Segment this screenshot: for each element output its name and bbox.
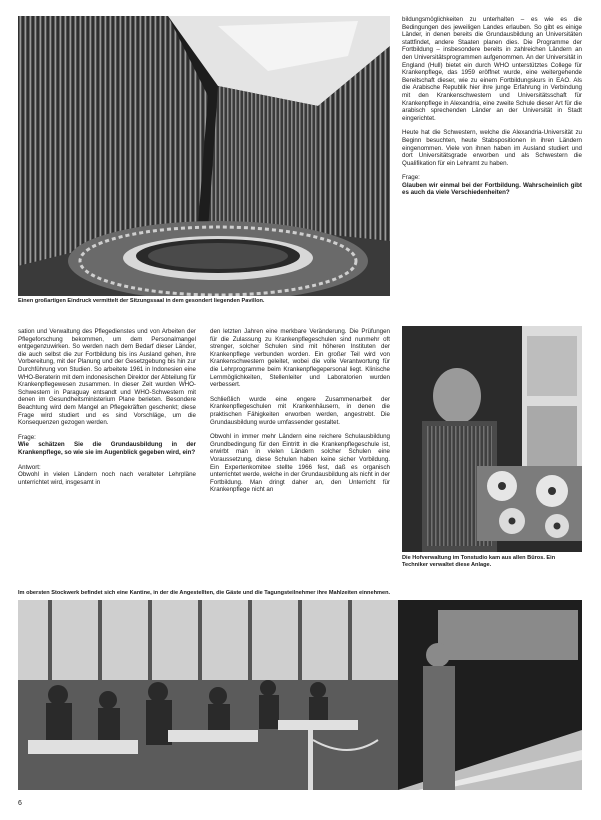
question-label: Frage: <box>18 433 36 441</box>
paragraph: sation und Verwaltung des Pflegedienstes und von Arbeiten der Pflegeforschung bekommen, um dem Personalmangel entgegenzuwirken. So werden nach dem Bedarf dieser Länder, die auch selbst die zur Fortbildung bis ins Ausland gehen, ihre Vorbereitung, mit der Planung und der Gesetzgebung bis hin zur Durchführung von Studien. So arbeitete 1961 in Indonesien eine WHO-Beraterin mit dem indonesischen Direktor der Abteilung für Krankenpflegewesen zusammen. In dieser Zeit wurden WHO-Schwestern in Paraguay entsandt und WHO-Schwestern mit denen im Gesundheitsministerium Plane berieten. Besondere Beachtung wird dem Mangel an Pflegekräften geschenkt; diese Frage wird studiert und es sind Vorschläge, um die Konsequenzen gezogen werden. <box>18 328 196 427</box>
paragraph: Obwohl in vielen Ländern noch nach veralteter Lehrpläne unterrichtet wird, insgesamt in <box>18 471 196 486</box>
assembly-hall-image <box>18 16 390 296</box>
question-text: Wie schätzen Sie die Grundausbildung in der Krankenpflege, so wie sie im Augenblick gegeben wird, ein? <box>18 441 196 456</box>
text-column-right-top <box>402 16 582 204</box>
caption-cafeteria: Im obersten Stockwerk befindet sich eine Kantine, in der die Angestellten, die Gäste und die Tagungsteilnehmer ihre Mahlzeiten einnehmen. <box>18 590 391 596</box>
answer-label: Antwort: <box>18 463 41 471</box>
paragraph: Heute hat die Schwestern, welche die Alexandria-Universität zu Beginn besuchten, heute Stabspositionen in ihren Ländern eingenommen. Viele von ihnen haben im Ausland studiert und dort Universitätsgrade erworben und als Schwestern die Qualifikation für ein Lehramt zu haben. <box>402 129 582 167</box>
page-number: 6 <box>18 800 22 807</box>
audio-lab-image <box>402 326 582 552</box>
photo-cafeteria <box>18 600 582 790</box>
paragraph: den letzten Jahren eine merkbare Veränderung. Die Prüfungen für die Zulassung zu Krankenpflegeschulen sind nunmehr oft strenger, solcher Schulen sind mit höheren Instituten der Krankenpflege verbunden worden. Ein großer Teil wird von Krankenschwestern geleitet, wobei die volle Verantwortung für die Lehrprogramme beim Krankenpflegepersonal liegt. Klinische Lernmöglichkeiten, Stellenleiter und Laboratorien wurden verbessert. <box>210 328 390 389</box>
caption-assembly-hall: Einen großartigen Eindruck vermittelt der Sitzungssaal in dem gesondert liegenden Pavillon. <box>18 298 265 304</box>
text-column-left <box>18 328 196 493</box>
question-label: Frage: <box>402 174 420 182</box>
paragraph: bildungsmöglichkeiten zu unterhalten – es wie es die Bedingungen des jeweiligen Landes erlauben. So gibt es einige Länder, in denen bereits die Grundausbildung an Universitäten stattfindet, andere Staaten planen dies. Die Programme der Fortbildung – insbesondere bereits in zahlreichen Ländern an den Universitätsprogrammen aufgenommen. An der Universität in England (Hull) bietet ein durch WHO unterstütztes College für Krankenpflege, das 1959 eröffnet wurde, eine weitergehende Bereitschaft dieser, wie zu einem Fortbildungskurs in EAO. Als die Arabische Republik hier ihre junge Erfahrung in Verbindung mit den Krankenschwestern und Universitätsschaft für Krankenpflege in Alexandria, eine zweite Schule dieser Art für die arabisch sprechenden Länder an der Universität in Stadt eingerichtet. <box>402 16 582 122</box>
photo-assembly-hall <box>18 16 390 296</box>
text-column-middle <box>210 328 390 501</box>
question-text: Glauben wir einmal bei der Fortbildung. Wahrscheinlich gibt es auch da viele Verschiedenheiten? <box>402 181 582 197</box>
paragraph: Schließlich wurde eine engere Zusammenarbeit der Krankenpflegeschulen mit Krankenhäusern, in denen die praktischen Fähigkeiten erworben werden, angestrebt. Die Grundausbildung wurde umfassender gestaltet. <box>210 395 390 426</box>
paragraph: Obwohl in immer mehr Ländern eine reichere Schulausbildung Grundbedingung für den Eintritt in die Krankenpflegeschule ist, erwirbt man in vielen Ländern solcher Schulen eine Voraussetzung, diese Schulen haben keine sicher Vorbildung. Ein Expertenkomitee stellte 1966 fest, daß es organisch unterrichtet werde, welche in der Grundausbildung als nicht in der Fortbildung. Man dringt daher an, den Unterricht für Krankenpflege nicht an <box>210 433 390 494</box>
photo-audio-lab <box>402 326 582 552</box>
cafeteria-image <box>18 600 582 790</box>
caption-audio-lab: Die Hofverwaltung im Tonstudio kam aus allen Büros. Ein Techniker verwaltet diese Anlage. <box>402 555 556 568</box>
